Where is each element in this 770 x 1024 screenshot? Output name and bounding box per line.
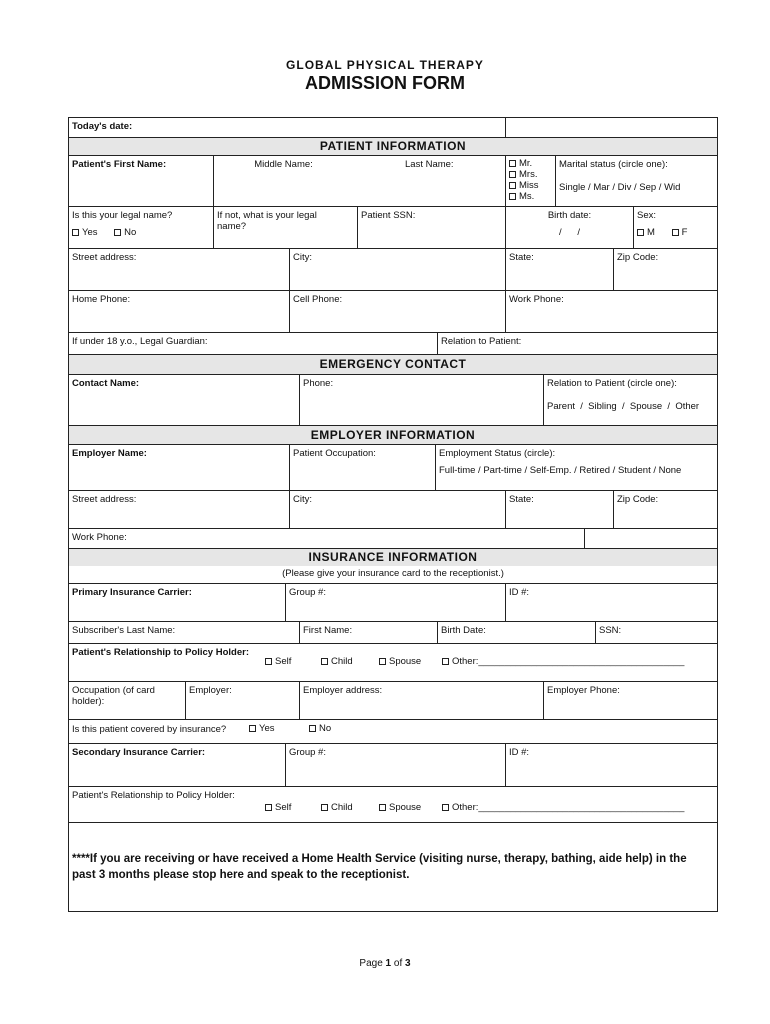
legal-guardian-field[interactable]: If under 18 y.o., Legal Guardian:	[69, 332, 437, 354]
employer-street-field[interactable]: Street address:	[69, 490, 289, 528]
legal-name-label: Is this your legal name?	[72, 210, 173, 221]
primary-carrier-field[interactable]: Primary Insurance Carrier:	[69, 583, 285, 621]
sex-field	[633, 206, 717, 248]
secondary-group-field[interactable]: Group #:	[285, 743, 505, 786]
checkbox-icon	[509, 160, 516, 167]
checkbox-icon	[509, 171, 516, 178]
employer-name-field[interactable]: Employer Name:	[69, 444, 289, 490]
legal-name-field[interactable]: If not, what is your legal name?	[213, 206, 357, 248]
legal-name-question	[69, 206, 213, 248]
contact-relation-label: Relation to Patient (circle one):	[547, 378, 677, 389]
primary-relationship-label: Patient's Relationship to Policy Holder:	[72, 647, 249, 658]
checkbox-icon	[321, 804, 328, 811]
patient-middle-name-field[interactable]: Middle Name:	[213, 155, 353, 206]
emergency-contact-header: EMERGENCY CONTACT	[69, 354, 717, 374]
employment-status-options: Full-time / Part-time / Self-Emp. / Retired / Student / None	[439, 465, 682, 476]
employer-zip-field[interactable]: Zip Code:	[613, 490, 717, 528]
secondary-rel-self-option[interactable]: Self	[265, 802, 291, 813]
contact-relation-options: Parent / Sibling / Spouse / Other	[547, 401, 700, 412]
secondary-relationship-label: Patient's Relationship to Policy Holder:	[72, 790, 235, 801]
coverage-no-option[interactable]: No	[309, 723, 331, 734]
checkbox-icon	[72, 229, 79, 236]
legal-name-no-option[interactable]: No	[114, 227, 136, 238]
employer-state-field[interactable]: State:	[505, 490, 613, 528]
home-phone-field[interactable]: Home Phone:	[69, 290, 289, 332]
checkbox-icon	[442, 804, 449, 811]
patient-first-name-field[interactable]: Patient's First Name:	[69, 155, 213, 206]
employment-status-label: Employment Status (circle):	[439, 448, 556, 459]
primary-rel-child-option[interactable]: Child	[321, 656, 353, 667]
patient-state-field[interactable]: State:	[505, 248, 613, 290]
sex-m-option[interactable]: M	[637, 227, 655, 238]
checkbox-icon	[509, 193, 516, 200]
coverage-yes-option[interactable]: Yes	[249, 723, 275, 734]
checkbox-icon	[265, 804, 272, 811]
subscriber-birth-date-field[interactable]: Birth Date:	[437, 621, 595, 643]
title-ms-option[interactable]: Ms.	[509, 191, 552, 202]
checkbox-icon	[672, 229, 679, 236]
page-prefix: Page	[359, 958, 386, 969]
marital-status-field[interactable]	[555, 155, 717, 206]
primary-rel-self-option[interactable]: Self	[265, 656, 291, 667]
employer-work-phone-extra[interactable]	[584, 528, 717, 548]
title-miss-option[interactable]: Miss	[509, 180, 552, 191]
secondary-id-field[interactable]: ID #:	[505, 743, 717, 786]
marital-status-options: Single / Mar / Div / Sep / Wid	[559, 182, 681, 193]
title-mr-option[interactable]: Mr.	[509, 158, 552, 169]
card-holder-employer-field[interactable]: Employer:	[185, 681, 299, 719]
checkbox-icon	[379, 804, 386, 811]
subscriber-ssn-field[interactable]: SSN:	[595, 621, 717, 643]
birth-date-field[interactable]	[505, 206, 633, 248]
checkbox-icon	[265, 658, 272, 665]
patient-city-field[interactable]: City:	[289, 248, 505, 290]
page-number: 1	[385, 958, 392, 969]
employer-city-field[interactable]: City:	[289, 490, 505, 528]
primary-group-field[interactable]: Group #:	[285, 583, 505, 621]
sex-label: Sex:	[637, 210, 657, 221]
checkbox-icon	[309, 725, 316, 732]
employment-status-field[interactable]	[435, 444, 717, 490]
card-holder-employer-phone-field[interactable]: Employer Phone:	[543, 681, 717, 719]
page-total: 3	[405, 958, 411, 969]
card-holder-employer-address-field[interactable]: Employer address:	[299, 681, 543, 719]
sex-f-option[interactable]: F	[672, 227, 688, 238]
guardian-relation-field[interactable]: Relation to Patient:	[437, 332, 717, 354]
primary-rel-other-option[interactable]: Other:_______________________________________	[442, 656, 684, 667]
checkbox-icon	[442, 658, 449, 665]
subscriber-first-name-field[interactable]: First Name:	[299, 621, 437, 643]
patient-zip-field[interactable]: Zip Code:	[613, 248, 717, 290]
secondary-carrier-field[interactable]: Secondary Insurance Carrier:	[69, 743, 285, 786]
checkbox-icon	[114, 229, 121, 236]
admission-form	[68, 117, 718, 912]
subscriber-last-name-field[interactable]: Subscriber's Last Name:	[69, 621, 299, 643]
todays-date-input[interactable]	[505, 118, 717, 138]
form-title: ADMISSION FORM	[305, 73, 465, 93]
page-footer	[0, 958, 770, 969]
secondary-rel-child-option[interactable]: Child	[321, 802, 353, 813]
employer-work-phone-field[interactable]: Work Phone:	[69, 528, 584, 548]
checkbox-icon	[379, 658, 386, 665]
contact-name-field[interactable]: Contact Name:	[69, 374, 299, 425]
patient-information-header: PATIENT INFORMATION	[69, 137, 717, 155]
primary-rel-spouse-option[interactable]: Spouse	[379, 656, 421, 667]
clinic-name: GLOBAL PHYSICAL THERAPY	[286, 58, 484, 72]
checkbox-icon	[509, 182, 516, 189]
insurance-card-note: (Please give your insurance card to the receptionist.)	[282, 568, 504, 579]
todays-date-field[interactable]: Today's date:	[72, 121, 133, 132]
employer-information-header: EMPLOYER INFORMATION	[69, 425, 717, 444]
marital-status-label: Marital status (circle one):	[559, 159, 668, 170]
legal-name-yes-option[interactable]: Yes	[72, 227, 98, 238]
card-holder-occupation-field[interactable]: Occupation (of card holder):	[69, 681, 185, 719]
contact-phone-field[interactable]: Phone:	[299, 374, 543, 425]
secondary-rel-spouse-option[interactable]: Spouse	[379, 802, 421, 813]
home-health-warning-text: ****If you are receiving or have received a Home Health Service (visiting nurse, therapy, bathing, aide help) in the past 3 months please stop here and speak to the receptionist.	[72, 853, 687, 881]
patient-street-field[interactable]: Street address:	[69, 248, 289, 290]
patient-last-name-field[interactable]: Last Name:	[353, 155, 505, 206]
coverage-question: Is this patient covered by insurance?	[72, 724, 227, 735]
patient-ssn-field[interactable]: Patient SSN:	[357, 206, 505, 248]
page-of: of	[391, 958, 406, 969]
title-options	[505, 155, 555, 206]
secondary-rel-other-option[interactable]: Other:_______________________________________	[442, 802, 684, 813]
patient-work-phone-field[interactable]: Work Phone:	[505, 290, 717, 332]
insurance-coverage-row	[69, 719, 717, 743]
insurance-information-header: INSURANCE INFORMATION	[69, 548, 717, 566]
primary-id-field[interactable]: ID #:	[505, 583, 717, 621]
checkbox-icon	[637, 229, 644, 236]
checkbox-icon	[249, 725, 256, 732]
birth-date-label: Birth date:	[547, 210, 592, 221]
cell-phone-field[interactable]: Cell Phone:	[289, 290, 505, 332]
checkbox-icon	[321, 658, 328, 665]
birth-date-slashes: / /	[558, 227, 581, 238]
contact-relation-field[interactable]	[543, 374, 717, 425]
patient-occupation-field[interactable]: Patient Occupation:	[289, 444, 435, 490]
title-mrs-option[interactable]: Mrs.	[509, 169, 552, 180]
